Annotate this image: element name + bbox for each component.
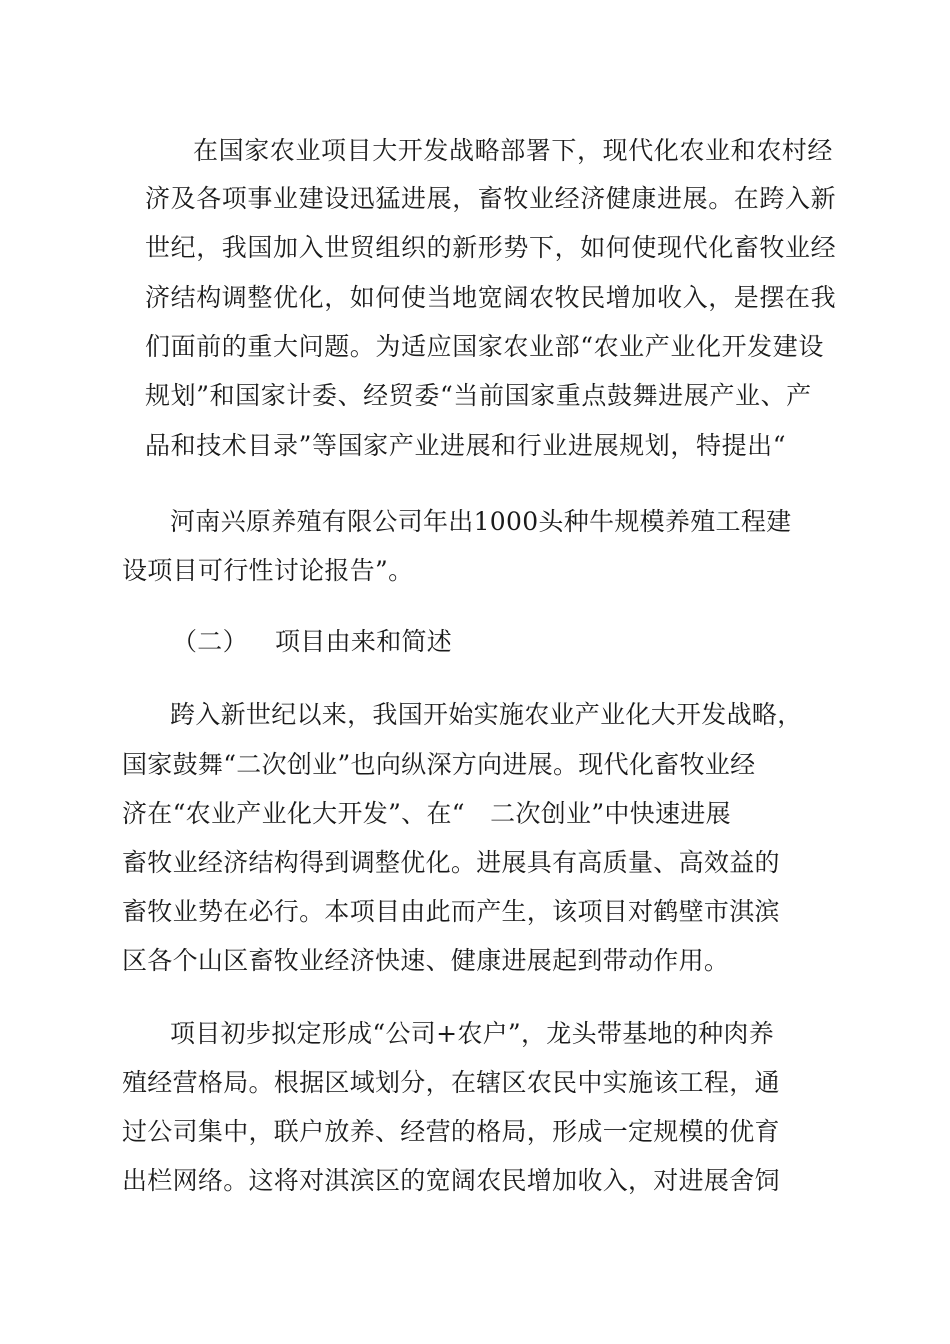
text-line: 河南兴原养殖有限公司年出1000头种牛规模养殖工程建 bbox=[170, 507, 792, 536]
text-line: 济及各项事业建设迅猛进展，畜牧业经济健康进展。在跨入新 bbox=[145, 184, 837, 213]
text-line: 济在“农业产业化大开发”、在“ 二次创业”中快速进展 bbox=[122, 799, 731, 828]
text-line: 区各个山区畜牧业经济快速、健康进展起到带动作用。 bbox=[122, 946, 730, 975]
text-line: 们面前的重大问题。为适应国家农业部“农业产业化开发建设 bbox=[145, 332, 824, 361]
text-line: 国家鼓舞“二次创业”也向纵深方向进展。现代化畜牧业经 bbox=[122, 750, 756, 779]
text-line: 规划”和国家计委、经贸委“当前国家重点鼓舞进展产业、产 bbox=[145, 381, 812, 410]
text-line: 跨入新世纪以来，我国开始实施农业产业化大开发战略， bbox=[170, 700, 803, 729]
text-line: 项目初步拟定形成“公司+农户”，龙头带基地的种肉养 bbox=[170, 1019, 775, 1048]
text-line: 品和技术目录”等国家产业进展和行业进展规划，特提出“ bbox=[145, 431, 787, 460]
text-line: 殖经营格局。根据区域划分，在辖区农民中实施该工程，通 bbox=[122, 1068, 780, 1097]
section-number: （二） bbox=[172, 627, 248, 656]
text-line: 世纪，我国加入世贸组织的新形势下，如何使现代化畜牧业经 bbox=[145, 233, 837, 262]
text-line: 过公司集中，联户放养、经营的格局，形成一定规模的优育 bbox=[122, 1117, 780, 1146]
text-line: 出栏网络。这将对淇滨区的宽阔农民增加收入，对进展舍饲 bbox=[122, 1166, 780, 1195]
text-line: 畜牧业势在必行。本项目由此而产生，该项目对鹤壁市淇滨 bbox=[122, 897, 780, 926]
text-line: 设项目可行性讨论报告”。 bbox=[122, 556, 414, 585]
text-line: 畜牧业经济结构得到调整优化。进展具有高质量、高效益的 bbox=[122, 848, 780, 877]
text-line: 在国家农业项目大开发战略部署下，现代化农业和农村经 bbox=[193, 136, 834, 165]
text-line: 济结构调整优化，如何使当地宽阔农牧民增加收入，是摆在我 bbox=[145, 283, 837, 312]
section-title: 项目由来和简述 bbox=[275, 627, 453, 656]
